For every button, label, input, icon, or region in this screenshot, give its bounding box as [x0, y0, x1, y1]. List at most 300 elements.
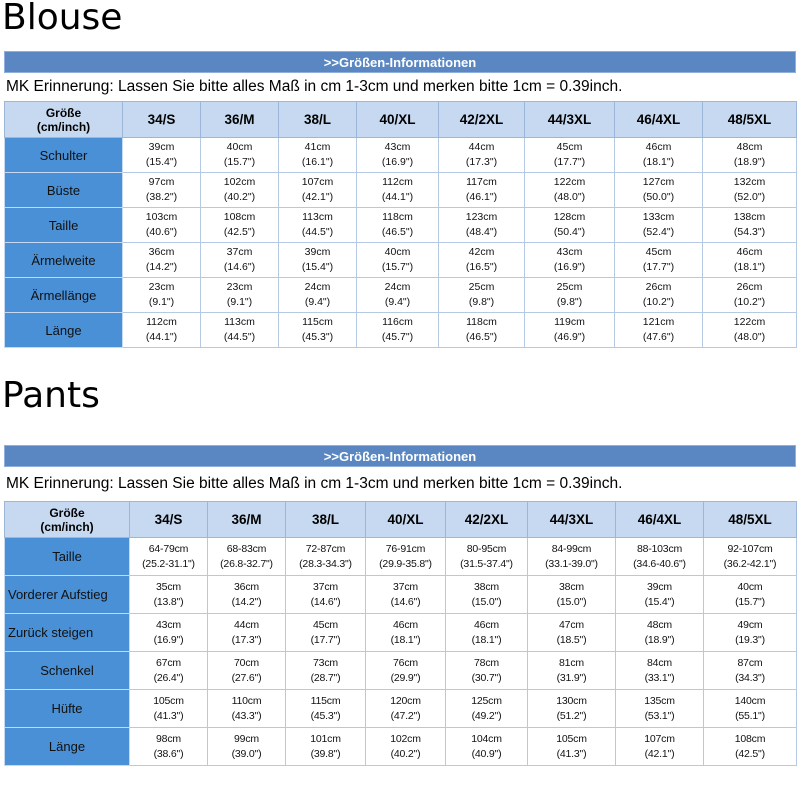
- measurement-cell: [208, 576, 286, 614]
- inch-value: (53.1"): [644, 709, 675, 722]
- blouse-title: Blouse: [2, 0, 123, 38]
- size-header-34-s: 34/S: [123, 102, 201, 138]
- measurement-cell: [366, 614, 446, 652]
- corner-label-line: (cm/inch): [36, 119, 91, 134]
- cm-value: 108cm: [223, 211, 256, 223]
- inch-value: (33.1"): [644, 671, 675, 684]
- cm-value: 110cm: [231, 694, 262, 707]
- measurement-cell: [615, 173, 703, 208]
- corner-label-line: (cm/inch): [40, 519, 94, 534]
- cm-value: 36cm: [234, 580, 259, 593]
- inch-value: (40.2"): [223, 191, 256, 203]
- measurement-cell: [279, 278, 357, 313]
- inch-value: (42.1"): [644, 747, 675, 760]
- inch-value: (14.6"): [310, 595, 341, 608]
- cm-value: 98cm: [156, 732, 181, 745]
- row-label: Taille: [5, 208, 123, 243]
- cm-value: 48cm: [647, 618, 672, 631]
- cm-value: 133cm: [642, 211, 675, 223]
- measurement-cell: [439, 173, 525, 208]
- inch-value: (15.7"): [735, 595, 765, 608]
- measurement-cell: [446, 576, 528, 614]
- measurement-cell: [525, 313, 615, 348]
- cm-value: 70cm: [234, 656, 259, 669]
- blouse-size-table: [4, 101, 797, 348]
- size-header-36-m: 36/M: [201, 102, 279, 138]
- table-row: [5, 173, 797, 208]
- size-header-38-l: 38/L: [286, 502, 366, 538]
- measurement-cell: [616, 728, 704, 766]
- cm-value: 92-107cm: [727, 542, 773, 555]
- table-row: [5, 243, 797, 278]
- inch-value: (18.1"): [471, 633, 502, 646]
- measurement-cell: [446, 652, 528, 690]
- measurement-cell: [439, 243, 525, 278]
- measurement-cell: [208, 728, 286, 766]
- inch-value: (16.5"): [465, 261, 498, 273]
- measurement-cell: [123, 278, 201, 313]
- measurement-cell: [528, 728, 616, 766]
- cm-value: 130cm: [556, 694, 587, 707]
- measurement-cell: [130, 690, 208, 728]
- measurement-cell: [201, 173, 279, 208]
- inch-value: (38.2"): [145, 191, 178, 203]
- inch-value: (15.4"): [145, 156, 178, 168]
- inch-value: (43.3"): [231, 709, 262, 722]
- cm-value: 45cm: [313, 618, 338, 631]
- measurement-cell: [439, 138, 525, 173]
- measurement-cell: [208, 614, 286, 652]
- inch-value: (28.3-34.3"): [299, 557, 352, 570]
- cm-value: 122cm: [553, 176, 586, 188]
- cm-value: 113cm: [224, 316, 255, 328]
- inch-value: (27.6"): [231, 671, 262, 684]
- cm-value: 24cm: [304, 281, 331, 293]
- inch-value: (31.9"): [556, 671, 587, 684]
- inch-value: (17.3"): [231, 633, 262, 646]
- cm-value: 118cm: [382, 211, 413, 223]
- cm-value: 128cm: [553, 211, 586, 223]
- cm-value: 78cm: [474, 656, 499, 669]
- inch-value: (44.5"): [223, 331, 256, 343]
- measurement-cell: [446, 614, 528, 652]
- measurement-cell: [704, 538, 797, 576]
- measurement-cell: [208, 538, 286, 576]
- pants-header-row: [5, 502, 797, 538]
- measurement-cell: [286, 576, 366, 614]
- cm-value: 117cm: [466, 176, 497, 188]
- cm-value: 87cm: [737, 656, 763, 669]
- inch-value: (13.8"): [153, 595, 184, 608]
- inch-value: (45.7"): [381, 331, 414, 343]
- pants-note: MK Erinnerung: Lassen Sie bitte alles Maß in cm 1-3cm und merken bitte 1cm = 0.39inch.: [6, 475, 623, 492]
- inch-value: (17.7"): [642, 261, 675, 273]
- inch-value: (15.0"): [556, 595, 587, 608]
- inch-value: (49.2"): [471, 709, 502, 722]
- cm-value: 44cm: [468, 141, 495, 153]
- table-row: [5, 538, 797, 576]
- cm-value: 118cm: [466, 316, 497, 328]
- measurement-cell: [366, 690, 446, 728]
- cm-value: 37cm: [393, 580, 418, 593]
- measurement-cell: [615, 208, 703, 243]
- measurement-cell: [615, 313, 703, 348]
- inch-value: (10.2"): [733, 296, 766, 308]
- inch-value: (54.3"): [733, 226, 766, 238]
- cm-value: 72-87cm: [305, 542, 346, 555]
- cm-value: 102cm: [223, 176, 256, 188]
- measurement-cell: [201, 208, 279, 243]
- measurement-cell: [286, 690, 366, 728]
- measurement-cell: [286, 728, 366, 766]
- size-header-48-5xl: 48/5XL: [704, 502, 797, 538]
- inch-value: (46.5"): [381, 226, 414, 238]
- measurement-cell: [366, 728, 446, 766]
- inch-value: (28.7"): [310, 671, 341, 684]
- pants-title: Pants: [2, 375, 100, 416]
- inch-value: (14.2"): [231, 595, 262, 608]
- cm-value: 123cm: [465, 211, 498, 223]
- size-header-corner: [5, 502, 130, 538]
- inch-value: (16.9"): [153, 633, 184, 646]
- measurement-cell: [279, 313, 357, 348]
- inch-value: (19.3"): [735, 633, 765, 646]
- cm-value: 40cm: [226, 141, 253, 153]
- inch-value: (16.9"): [553, 261, 586, 273]
- measurement-cell: [616, 576, 704, 614]
- cm-value: 35cm: [156, 580, 181, 593]
- cm-value: 23cm: [148, 281, 175, 293]
- measurement-cell: [528, 690, 616, 728]
- inch-value: (14.6"): [223, 261, 256, 273]
- table-row: [5, 138, 797, 173]
- size-header-48-5xl: 48/5XL: [703, 102, 797, 138]
- measurement-cell: [279, 243, 357, 278]
- cm-value: 40cm: [384, 246, 411, 258]
- cm-value: 38cm: [559, 580, 584, 593]
- inch-value: (50.0"): [642, 191, 675, 203]
- cm-value: 36cm: [148, 246, 175, 258]
- size-header-42-2xl: 42/2XL: [446, 502, 528, 538]
- measurement-cell: [704, 614, 797, 652]
- measurement-cell: [615, 138, 703, 173]
- inch-value: (30.7"): [471, 671, 502, 684]
- cm-value: 39cm: [304, 246, 331, 258]
- measurement-cell: [528, 614, 616, 652]
- cm-value: 103cm: [145, 211, 178, 223]
- measurement-cell: [357, 243, 439, 278]
- inch-value: (17.7"): [553, 156, 586, 168]
- cm-value: 112cm: [382, 176, 413, 188]
- inch-value: (9.4"): [384, 296, 411, 308]
- inch-value: (40.6"): [145, 226, 178, 238]
- measurement-cell: [525, 208, 615, 243]
- cm-value: 122cm: [733, 316, 766, 328]
- measurement-cell: [439, 313, 525, 348]
- cm-value: 43cm: [156, 618, 181, 631]
- blouse-header-row: [5, 102, 797, 138]
- cm-value: 25cm: [556, 281, 583, 293]
- cm-value: 80-95cm: [466, 542, 507, 555]
- row-label: Ärmellänge: [5, 278, 123, 313]
- inch-value: (18.5"): [556, 633, 587, 646]
- inch-value: (9.8"): [556, 296, 583, 308]
- inch-value: (52.0"): [733, 191, 766, 203]
- cm-value: 115cm: [302, 316, 333, 328]
- measurement-cell: [123, 243, 201, 278]
- measurement-cell: [357, 173, 439, 208]
- row-label: Länge: [5, 728, 130, 766]
- cm-value: 40cm: [737, 580, 763, 593]
- cm-value: 73cm: [313, 656, 338, 669]
- inch-value: (18.1"): [733, 261, 766, 273]
- cm-value: 107cm: [301, 176, 334, 188]
- measurement-cell: [123, 138, 201, 173]
- measurement-cell: [528, 538, 616, 576]
- row-label: Ärmelweite: [5, 243, 123, 278]
- size-header-44-3xl: 44/3XL: [525, 102, 615, 138]
- measurement-cell: [704, 728, 797, 766]
- inch-value: (55.1"): [735, 709, 765, 722]
- inch-value: (36.2-42.1"): [723, 557, 777, 570]
- measurement-cell: [130, 652, 208, 690]
- inch-value: (44.1"): [381, 191, 414, 203]
- measurement-cell: [366, 576, 446, 614]
- measurement-cell: [286, 614, 366, 652]
- inch-value: (9.4"): [304, 296, 331, 308]
- measurement-cell: [279, 138, 357, 173]
- table-row: [5, 278, 797, 313]
- cm-value: 81cm: [559, 656, 584, 669]
- size-header-46-4xl: 46/4XL: [615, 102, 703, 138]
- inch-value: (46.5"): [465, 331, 498, 343]
- inch-value: (9.1"): [226, 296, 253, 308]
- cm-value: 47cm: [559, 618, 584, 631]
- measurement-cell: [525, 173, 615, 208]
- inch-value: (48.4"): [465, 226, 498, 238]
- inch-value: (39.0"): [231, 747, 262, 760]
- inch-value: (52.4"): [642, 226, 675, 238]
- corner-label-line: Größe: [49, 505, 85, 520]
- measurement-cell: [208, 690, 286, 728]
- cm-value: 120cm: [390, 694, 421, 707]
- inch-value: (18.9"): [644, 633, 675, 646]
- measurement-cell: [286, 538, 366, 576]
- inch-value: (42.5"): [223, 226, 256, 238]
- inch-value: (34.3"): [735, 671, 765, 684]
- inch-value: (33.1-39.0"): [545, 557, 598, 570]
- inch-value: (47.2"): [390, 709, 421, 722]
- measurement-cell: [703, 278, 797, 313]
- cm-value: 37cm: [226, 246, 253, 258]
- cm-value: 42cm: [468, 246, 495, 258]
- measurement-cell: [123, 173, 201, 208]
- measurement-cell: [357, 313, 439, 348]
- measurement-cell: [130, 576, 208, 614]
- inch-value: (41.3"): [556, 747, 587, 760]
- measurement-cell: [446, 728, 528, 766]
- measurement-cell: [279, 208, 357, 243]
- cm-value: 108cm: [734, 732, 766, 745]
- measurement-cell: [616, 690, 704, 728]
- cm-value: 26cm: [645, 281, 672, 293]
- inch-value: (14.2"): [145, 261, 178, 273]
- cm-value: 138cm: [733, 211, 766, 223]
- inch-value: (17.3"): [465, 156, 498, 168]
- cm-value: 37cm: [313, 580, 338, 593]
- measurement-cell: [201, 313, 279, 348]
- measurement-cell: [123, 208, 201, 243]
- inch-value: (18.1"): [390, 633, 421, 646]
- cm-value: 44cm: [234, 618, 259, 631]
- measurement-cell: [130, 614, 208, 652]
- inch-value: (18.9"): [733, 156, 766, 168]
- size-header-46-4xl: 46/4XL: [616, 502, 704, 538]
- inch-value: (42.5"): [735, 747, 765, 760]
- measurement-cell: [357, 278, 439, 313]
- measurement-cell: [703, 243, 797, 278]
- measurement-cell: [130, 538, 208, 576]
- cm-value: 107cm: [644, 732, 675, 745]
- measurement-cell: [366, 652, 446, 690]
- measurement-cell: [703, 313, 797, 348]
- inch-value: (15.4"): [644, 595, 675, 608]
- table-row: [5, 313, 797, 348]
- measurement-cell: [446, 690, 528, 728]
- inch-value: (15.0"): [471, 595, 502, 608]
- measurement-cell: [615, 278, 703, 313]
- inch-value: (40.9"): [471, 747, 502, 760]
- measurement-cell: [279, 173, 357, 208]
- inch-value: (26.8-32.7"): [220, 557, 273, 570]
- inch-value: (29.9-35.8"): [379, 557, 432, 570]
- cm-value: 135cm: [644, 694, 675, 707]
- inch-value: (17.7"): [310, 633, 341, 646]
- size-header-40-xl: 40/XL: [357, 102, 439, 138]
- measurement-cell: [525, 138, 615, 173]
- cm-value: 46cm: [736, 246, 763, 258]
- cm-value: 68-83cm: [226, 542, 267, 555]
- blouse-banner: >>Größen-Informationen: [4, 51, 796, 73]
- row-label: Länge: [5, 313, 123, 348]
- row-label: Zurück steigen: [5, 614, 130, 652]
- blouse-section: [4, 51, 796, 348]
- pants-size-table: [4, 501, 797, 766]
- measurement-cell: [208, 652, 286, 690]
- inch-value: (45.3"): [301, 331, 334, 343]
- measurement-cell: [439, 208, 525, 243]
- measurement-cell: [201, 138, 279, 173]
- inch-value: (50.4"): [553, 226, 586, 238]
- cm-value: 99cm: [234, 732, 259, 745]
- inch-value: (15.4"): [301, 261, 334, 273]
- inch-value: (39.8"): [310, 747, 341, 760]
- inch-value: (29.9"): [390, 671, 421, 684]
- cm-value: 46cm: [645, 141, 672, 153]
- inch-value: (25.2-31.1"): [142, 557, 195, 570]
- inch-value: (40.2"): [390, 747, 421, 760]
- cm-value: 105cm: [153, 694, 184, 707]
- inch-value: (14.6"): [390, 595, 421, 608]
- cm-value: 41cm: [304, 141, 331, 153]
- measurement-cell: [616, 652, 704, 690]
- table-row: [5, 614, 797, 652]
- measurement-cell: [439, 278, 525, 313]
- cm-value: 115cm: [310, 694, 341, 707]
- cm-value: 39cm: [647, 580, 672, 593]
- cm-value: 132cm: [733, 176, 766, 188]
- measurement-cell: [616, 538, 704, 576]
- inch-value: (18.1"): [642, 156, 675, 168]
- inch-value: (46.9"): [553, 331, 586, 343]
- row-label: Taille: [5, 538, 130, 576]
- size-header-34-s: 34/S: [130, 502, 208, 538]
- cm-value: 84-99cm: [551, 542, 592, 555]
- cm-value: 24cm: [384, 281, 411, 293]
- measurement-cell: [525, 278, 615, 313]
- inch-value: (48.0"): [553, 191, 586, 203]
- size-header-38-l: 38/L: [279, 102, 357, 138]
- inch-value: (44.5"): [301, 226, 334, 238]
- cm-value: 127cm: [642, 176, 675, 188]
- row-label: Vorderer Aufstieg: [5, 576, 130, 614]
- cm-value: 26cm: [736, 281, 763, 293]
- cm-value: 112cm: [146, 316, 177, 328]
- size-header-44-3xl: 44/3XL: [528, 502, 616, 538]
- measurement-cell: [704, 690, 797, 728]
- row-label: Schulter: [5, 138, 123, 173]
- cm-value: 140cm: [734, 694, 766, 707]
- cm-value: 48cm: [736, 141, 763, 153]
- cm-value: 67cm: [156, 656, 181, 669]
- inch-value: (46.1"): [465, 191, 498, 203]
- measurement-cell: [446, 538, 528, 576]
- measurement-cell: [704, 576, 797, 614]
- table-row: [5, 208, 797, 243]
- cm-value: 88-103cm: [636, 542, 683, 555]
- table-row: [5, 728, 797, 766]
- cm-value: 76-91cm: [385, 542, 426, 555]
- inch-value: (16.9"): [381, 156, 414, 168]
- measurement-cell: [357, 208, 439, 243]
- cm-value: 125cm: [471, 694, 502, 707]
- cm-value: 25cm: [468, 281, 495, 293]
- measurement-cell: [704, 652, 797, 690]
- inch-value: (45.3"): [310, 709, 341, 722]
- row-label: Hüfte: [5, 690, 130, 728]
- inch-value: (41.3"): [153, 709, 184, 722]
- row-label: Büste: [5, 173, 123, 208]
- cm-value: 97cm: [148, 176, 175, 188]
- cm-value: 43cm: [384, 141, 411, 153]
- inch-value: (47.6"): [642, 331, 675, 343]
- measurement-cell: [130, 728, 208, 766]
- inch-value: (9.8"): [468, 296, 495, 308]
- cm-value: 38cm: [474, 580, 499, 593]
- cm-value: 101cm: [310, 732, 341, 745]
- size-header-42-2xl: 42/2XL: [439, 102, 525, 138]
- measurement-cell: [201, 278, 279, 313]
- inch-value: (38.6"): [153, 747, 184, 760]
- size-header-36-m: 36/M: [208, 502, 286, 538]
- measurement-cell: [703, 138, 797, 173]
- inch-value: (48.0"): [733, 331, 766, 343]
- measurement-cell: [616, 614, 704, 652]
- inch-value: (31.5-37.4"): [460, 557, 513, 570]
- size-header-corner: [5, 102, 123, 138]
- size-header-40-xl: 40/XL: [366, 502, 446, 538]
- pants-banner: >>Größen-Informationen: [4, 445, 796, 467]
